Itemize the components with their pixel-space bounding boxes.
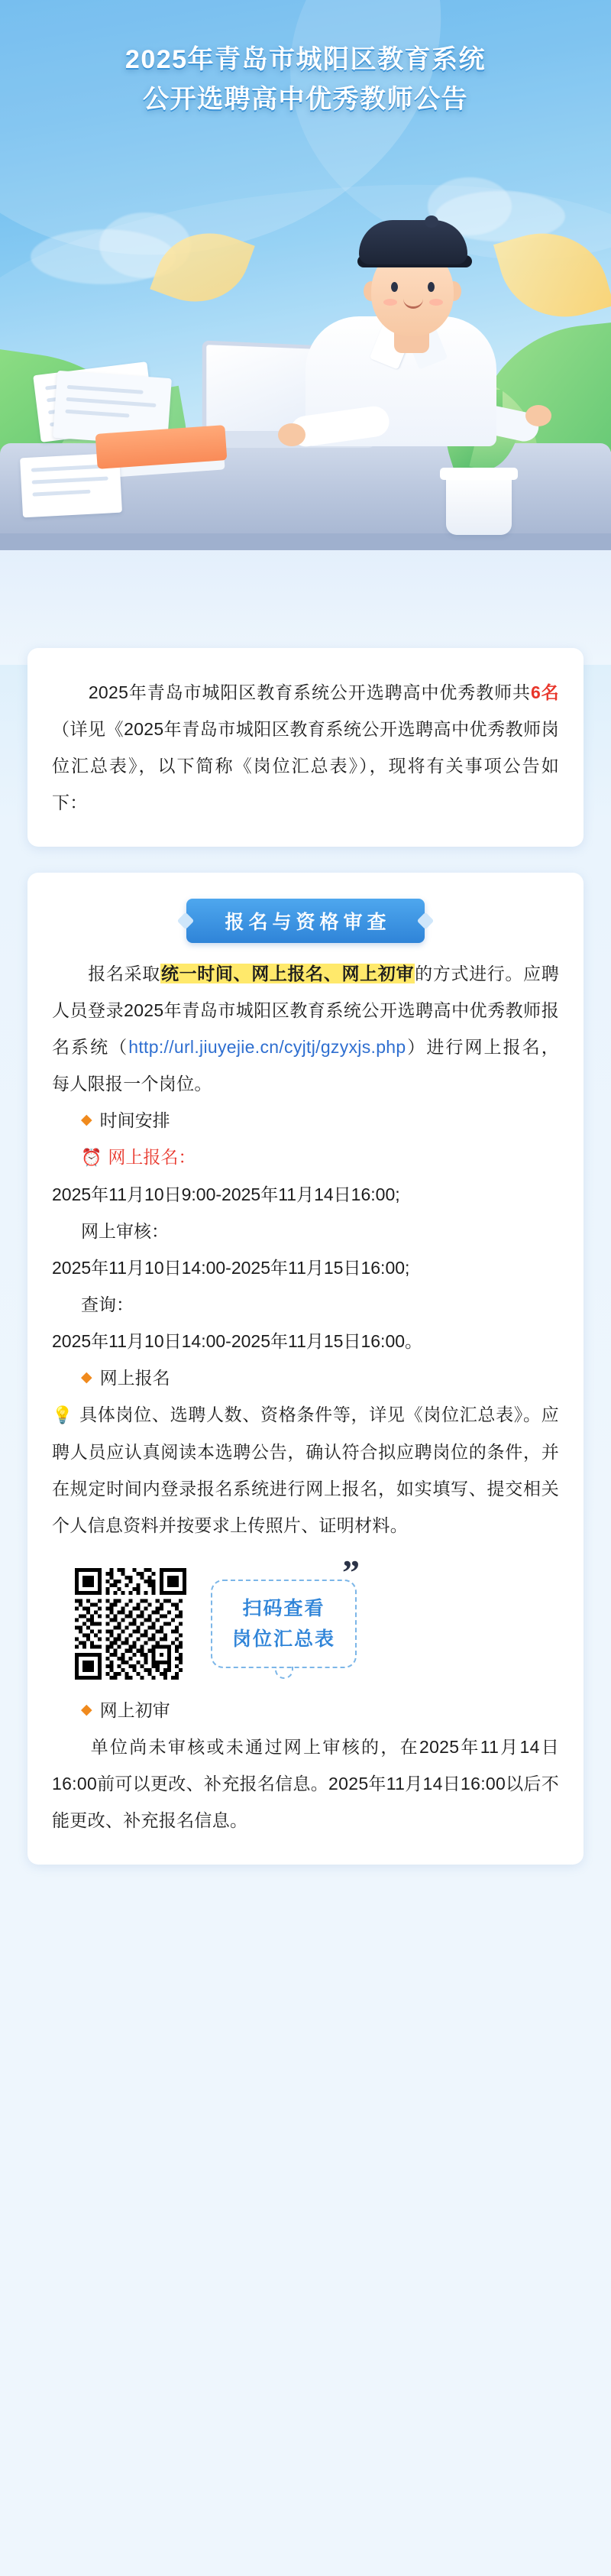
section-banner-wrap [52,899,559,943]
query-time: 2025年11月10日14:00-2025年11月15日16:00。 [52,1331,423,1351]
character-hat [359,220,467,264]
query-label: 查询： [81,1294,134,1314]
diamond-icon: ◆ [81,1112,92,1128]
online-registration-text: 具体岗位、选聘人数、资格条件等，详见《岗位汇总表》。应聘人员应认真阅读本选聘公告，确认符合拟应聘岗位的条件，并在规定时间内登录报名系统进行网上报名，如实填写、提交相关个人信息资料并按要求上传照片、证明材料。 [52,1405,559,1535]
bullet-online-preliminary-review [52,1692,559,1729]
reg-text-a: 报名采取 [52,964,160,983]
qr-caption [211,1553,360,1668]
reg-highlight: 统一时间、网上报名、网上初审 [160,964,415,983]
qr-code-svg [75,1568,186,1680]
registration-url[interactable]: http://url.jiuyejie.cn/cyjtj/gzyxjs.php [128,1037,406,1057]
bullet-schedule-label: 时间安排 [99,1110,170,1130]
floor [0,533,611,665]
bullet-online-registration-label: 网上报名 [99,1368,170,1388]
title-line-2: 公开选聘高中优秀教师公告 [143,85,468,114]
online-registration-paragraph [52,1396,559,1544]
intro-paragraph [52,674,559,821]
section-banner: 报名与资格审查 [186,899,424,943]
bullet-online-registration [52,1359,559,1396]
character-hand-left [278,423,306,446]
online-registration-label: 网上报名： [108,1147,196,1167]
character-hand-right [525,405,551,426]
registration-paragraph [52,955,559,1102]
bulb-icon: 💡 [52,1405,74,1424]
intro-text-a: 2025年青岛市城阳区教育系统公开选聘高中优秀教师共 [52,682,531,702]
qr-block [70,1553,559,1684]
poster-title [0,40,611,119]
online-registration-label-row [52,1139,559,1176]
intro-text-b: （详见《2025年青岛市城阳区教育系统公开选聘高中优秀教师岗位汇总表》，以下简称《岗位汇总表》），现将有关事项公告如下： [52,719,559,812]
diamond-icon: ◆ [81,1369,92,1385]
hero-illustration [0,0,611,665]
online-review-time: 2025年11月10日14:00-2025年11月15日16:00; [52,1258,410,1278]
character-blush-left [383,299,397,306]
online-preliminary-review-paragraph: 单位尚未审核或未通过网上审核的，在2025年11月14日16:00前可以更改、补充报名信息。2025年11月14日16:00以后不能更改、补充报名信息。 [52,1737,559,1830]
intro-card [27,648,584,847]
bullet-schedule [52,1102,559,1139]
position-count: 6名 [530,682,559,702]
online-review-label: 网上审核： [81,1221,169,1241]
content-area [0,648,611,1944]
plant-pot-rim [440,468,518,480]
alarm-clock-icon: ⏰ [81,1148,102,1167]
qr-caption-line-1: 扫码查看 [242,1598,325,1619]
bullet-online-preliminary-review-label: 网上初审 [99,1700,170,1720]
online-registration-time: 2025年11月10日9:00-2025年11月14日16:00; [52,1184,400,1204]
character-eye-right [428,282,435,292]
qr-code-job-summary-table[interactable] [70,1563,191,1684]
character-blush-right [429,299,443,306]
title-line-1: 2025年青岛市城阳区教育系统 [124,45,487,74]
character-eye-left [391,282,398,292]
reg-text-c: ）进行网上报名，每人限报一个岗位。 [52,1037,559,1094]
qr-caption-line-2: 岗位汇总表 [232,1628,336,1650]
registration-card [27,873,584,1865]
diamond-icon: ◆ [81,1702,92,1718]
character-hat-top-knot [425,215,438,228]
reg-text-b: 的方式进行。应聘人员登录2025年青岛市城阳区教育系统公开选聘高中优秀教师报名系统（ [52,964,559,1057]
plant-pot [446,475,512,535]
qr-caption-tail [275,1667,293,1679]
desk-edge [0,533,611,550]
quote-mark-icon: ” [342,1553,360,1592]
